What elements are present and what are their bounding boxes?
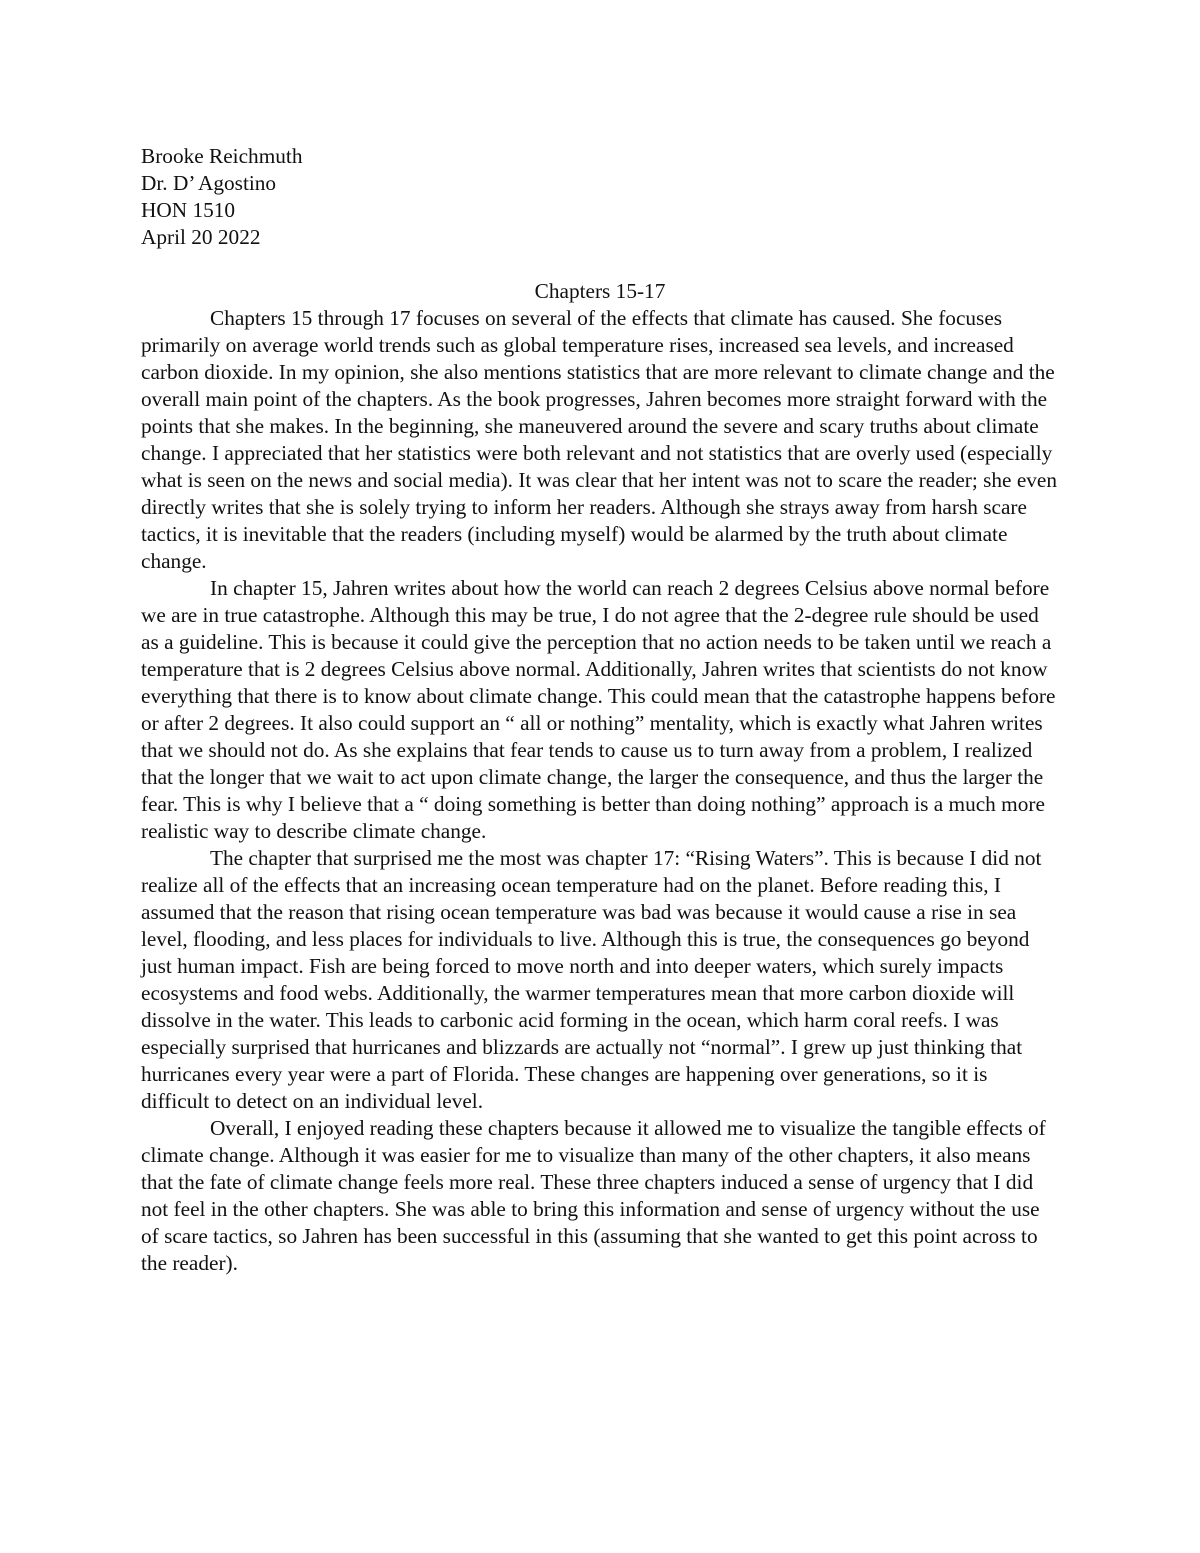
essay-body [141,305,1059,1277]
course-code: HON 1510 [141,198,236,222]
essay-header [141,143,1059,251]
paragraph: The chapter that surprised me the most was chapter 17: “Rising Waters”. This is because I did not realize all of the effects that an increasing ocean temperature had on the planet. Before reading this, I assumed that the reason that rising ocean temperature was bad was because it would cause a rise in sea level, flooding, and less places for individuals to live. Although this is true, the consequences go beyond just human impact. Fish are being forced to move north and into deeper waters, which surely impacts ecosystems and food webs. Additionally, the warmer temperatures mean that more carbon dioxide will dissolve in the water. This leads to carbonic acid forming in the ocean, which harm coral reefs. I was especially surprised that hurricanes and blizzards are actually not “normal”. I grew up just thinking that hurricanes every year were a part of Florida. These changes are happening over generations, so it is difficult to detect on an individual level. [141,846,1042,1113]
paragraph: Chapters 15 through 17 focuses on several of the effects that climate has caused. She focuses primarily on average world trends such as global temperature rises, increased sea levels, and increased carbon dioxide. In my opinion, she also mentions statistics that are more relevant to climate change and the overall main point of the chapters. As the book progresses, Jahren becomes more straight forward with the points that she makes. In the beginning, she maneuvered around the severe and scary truths about climate change. I appreciated that her statistics were both relevant and not statistics that are overly used (especially what is seen on the news and social media). It was clear that her intent was not to scare the reader; she even directly writes that she is solely trying to inform her readers. Although she strays away from harsh scare tactics, it is inevitable that the readers (including myself) would be alarmed by the truth about climate change. [141,306,1058,573]
instructor-name: Dr. D’ Agostino [141,171,277,195]
essay-date: April 20 2022 [141,225,261,249]
paragraph: In chapter 15, Jahren writes about how the world can reach 2 degrees Celsius above normal before we are in true catastrophe. Although this may be true, I do not agree that the 2-degree rule should be used as a guideline. This is because it could give the perception that no action needs to be taken until we reach a temperature that is 2 degrees Celsius above normal. Additionally, Jahren writes that scientists do not know everything that there is to know about climate change. This could mean that the catastrophe happens before or after 2 degrees. It also could support an “ all or nothing” mentality, which is exactly what Jahren writes that we should not do. As she explains that fear tends to cause us to turn away from a problem, I realized that the longer that we wait to act upon climate change, the larger the consequence, and thus the larger the fear. This is why I believe that a “ doing something is better than doing nothing” approach is a much more realistic way to describe climate change. [141,576,1056,843]
paragraph: Overall, I enjoyed reading these chapters because it allowed me to visualize the tangible effects of climate change. Although it was easier for me to visualize than many of the other chapters, it also means that the fate of climate change feels more real. These three chapters induced a sense of urgency that I did not feel in the other chapters. She was able to bring this information and sense of urgency without the use of scare tactics, so Jahren has been successful in this (assuming that she wanted to get this point across to the reader). [141,1116,1046,1275]
author-name: Brooke Reichmuth [141,144,303,168]
essay-title: Chapters 15-17 [534,279,666,303]
